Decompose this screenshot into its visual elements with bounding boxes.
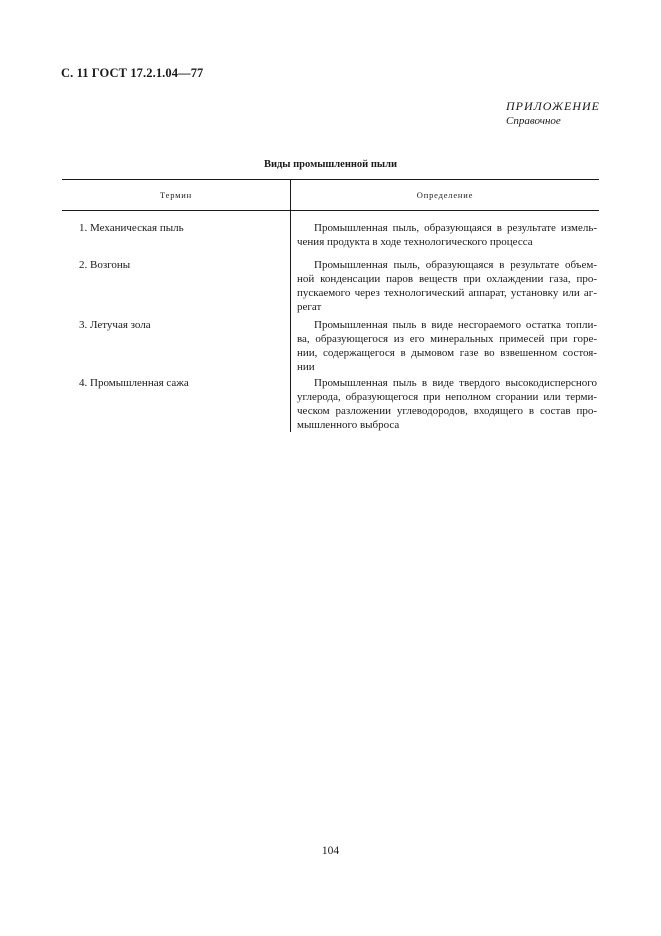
column-header-definition: Определение bbox=[416, 190, 474, 200]
definition-line: регат bbox=[297, 301, 322, 313]
definition-line: Промышленная пыль, образующаяся в результате объем- bbox=[314, 259, 597, 271]
table-title: Виды промышленной пыли bbox=[263, 159, 398, 170]
term-cell: 1. Механическая пыль bbox=[79, 222, 184, 234]
column-header-term: Термин bbox=[159, 190, 193, 200]
definition-line: Промышленная пыль, образующаяся в результате измель- bbox=[314, 222, 597, 234]
appendix-label: ПРИЛОЖЕНИЕ bbox=[506, 99, 600, 113]
definition-line: мышленного выброса bbox=[297, 419, 400, 431]
definition-cell bbox=[297, 376, 597, 432]
definition-line: Промышленная пыль в виде несгораемого остатка топли- bbox=[314, 319, 597, 331]
definition-cell bbox=[297, 258, 597, 314]
definition-line: пускаемого через технологический аппарат, установку или аг- bbox=[297, 287, 597, 299]
table-header-rule bbox=[62, 210, 599, 211]
page-header: С. 11 ГОСТ 17.2.1.04—77 bbox=[61, 66, 204, 80]
definition-line: ва, образующегося из его минеральных примесей при горе- bbox=[297, 333, 597, 345]
page-number: 104 bbox=[321, 845, 340, 857]
definition-line: нии bbox=[297, 361, 315, 373]
definition-line: углерода, образующегося при неполном сгорании или терми- bbox=[297, 391, 597, 403]
definition-line: ческом разложении углеводородов, входящего в состав про- bbox=[297, 405, 597, 417]
appendix-sublabel: Справочное bbox=[506, 115, 561, 127]
definition-line: ной конденсации паров веществ при охлаждении газа, про- bbox=[297, 273, 597, 285]
appendix-label-block bbox=[506, 99, 600, 127]
term-cell: 4. Промышленная сажа bbox=[79, 377, 189, 389]
table-top-rule bbox=[62, 179, 599, 180]
table-column-divider bbox=[290, 180, 291, 432]
definition-line: чения продукта в ходе технологического процесса bbox=[297, 236, 533, 248]
definition-cell bbox=[297, 221, 597, 249]
definition-line: нии, содержащегося в дымовом газе во взвешенном состоя- bbox=[297, 347, 597, 359]
definition-cell bbox=[297, 318, 597, 374]
term-cell: 2. Возгоны bbox=[79, 259, 131, 271]
definition-line: Промышленная пыль в виде твердого высокодисперсного bbox=[314, 377, 597, 389]
term-cell: 3. Летучая зола bbox=[79, 319, 151, 331]
